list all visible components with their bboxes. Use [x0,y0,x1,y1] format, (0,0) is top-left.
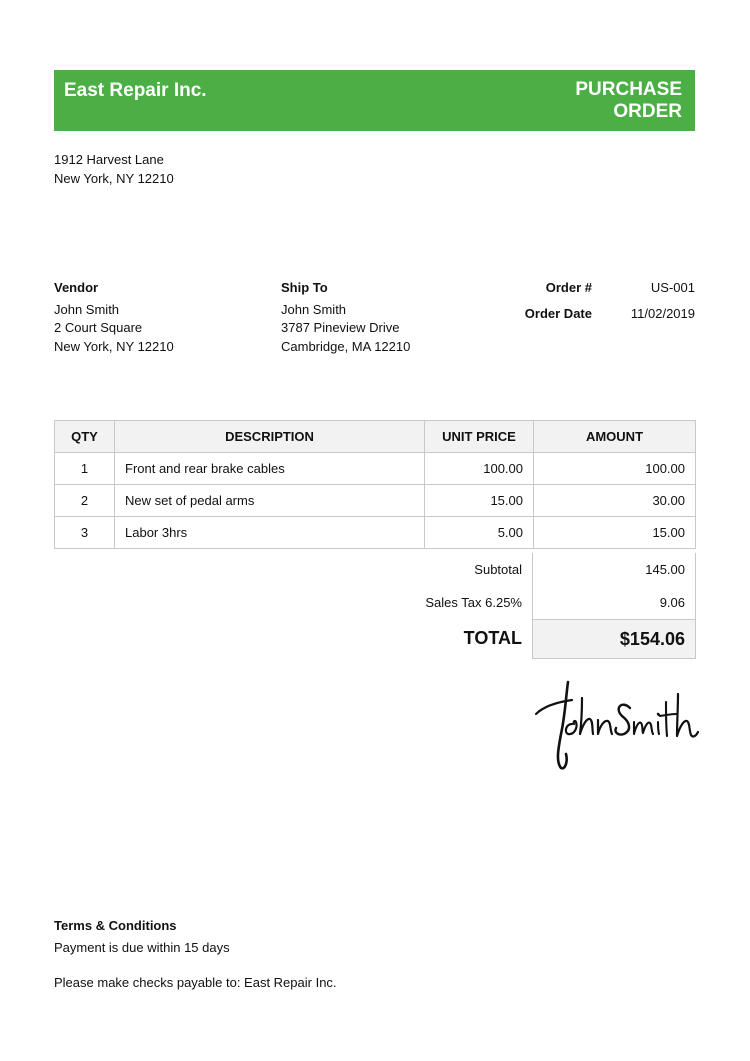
total-row [54,619,696,659]
ship-to-street: 3787 Pineview Drive [281,320,400,335]
row-unit-price: 5.00 [425,517,534,549]
row-qty: 2 [55,485,115,517]
company-address [54,151,174,188]
tax-row [54,586,696,619]
terms-payable: Please make checks payable to: East Repair Inc. [54,975,337,990]
order-date-label: Order Date [524,306,592,321]
ship-to-block [281,279,410,356]
tax-value: 9.06 [532,586,696,619]
row-qty: 1 [55,453,115,485]
document-title [575,79,682,123]
table-row [55,485,696,517]
total-value: $154.06 [532,619,696,659]
vendor-street: 2 Court Square [54,320,143,335]
row-unit-price: 15.00 [425,485,534,517]
subtotal-row [54,553,696,586]
vendor-block [54,279,174,356]
ship-to-city: Cambridge, MA 12210 [281,338,411,354]
company-address-line2: New York, NY 12210 [54,170,174,186]
row-description: Labor 3hrs [115,517,425,549]
signature-image [530,672,700,774]
order-number: US-001 [650,280,695,295]
terms-payment: Payment is due within 15 days [54,939,230,955]
line-items-table [54,420,696,549]
row-amount: 100.00 [534,453,696,485]
vendor-heading: Vendor [54,280,99,295]
header-description: DESCRIPTION [115,421,425,453]
order-date: 11/02/2019 [630,306,695,321]
subtotal-value: 145.00 [532,553,696,586]
ship-to-name: John Smith [281,301,347,317]
vendor-name: John Smith [54,301,120,317]
total-label: TOTAL [463,628,522,648]
subtotal-label: Subtotal [474,562,522,577]
row-qty: 3 [55,517,115,549]
table-header-row [55,421,696,453]
header-amount: AMOUNT [534,421,696,453]
document-title-line1: PURCHASE [575,79,682,100]
header-bar [54,70,695,131]
table-row [55,453,696,485]
row-amount: 30.00 [534,485,696,517]
tax-label: Sales Tax 6.25% [425,595,522,610]
totals-section [54,553,696,659]
row-description: New set of pedal arms [115,485,425,517]
header-unit-price: UNIT PRICE [425,421,534,453]
header-qty: QTY [55,421,115,453]
ship-to-heading: Ship To [281,280,328,295]
row-description: Front and rear brake cables [115,453,425,485]
document-title-line2: ORDER [613,101,682,122]
company-name: East Repair Inc. [64,80,207,101]
terms-heading: Terms & Conditions [54,918,177,933]
row-amount: 15.00 [534,517,696,549]
company-address-line1: 1912 Harvest Lane [54,152,164,167]
terms-section [54,917,337,993]
vendor-city: New York, NY 12210 [54,338,174,354]
row-unit-price: 100.00 [425,453,534,485]
order-number-label: Order # [545,280,592,295]
table-row [55,517,696,549]
